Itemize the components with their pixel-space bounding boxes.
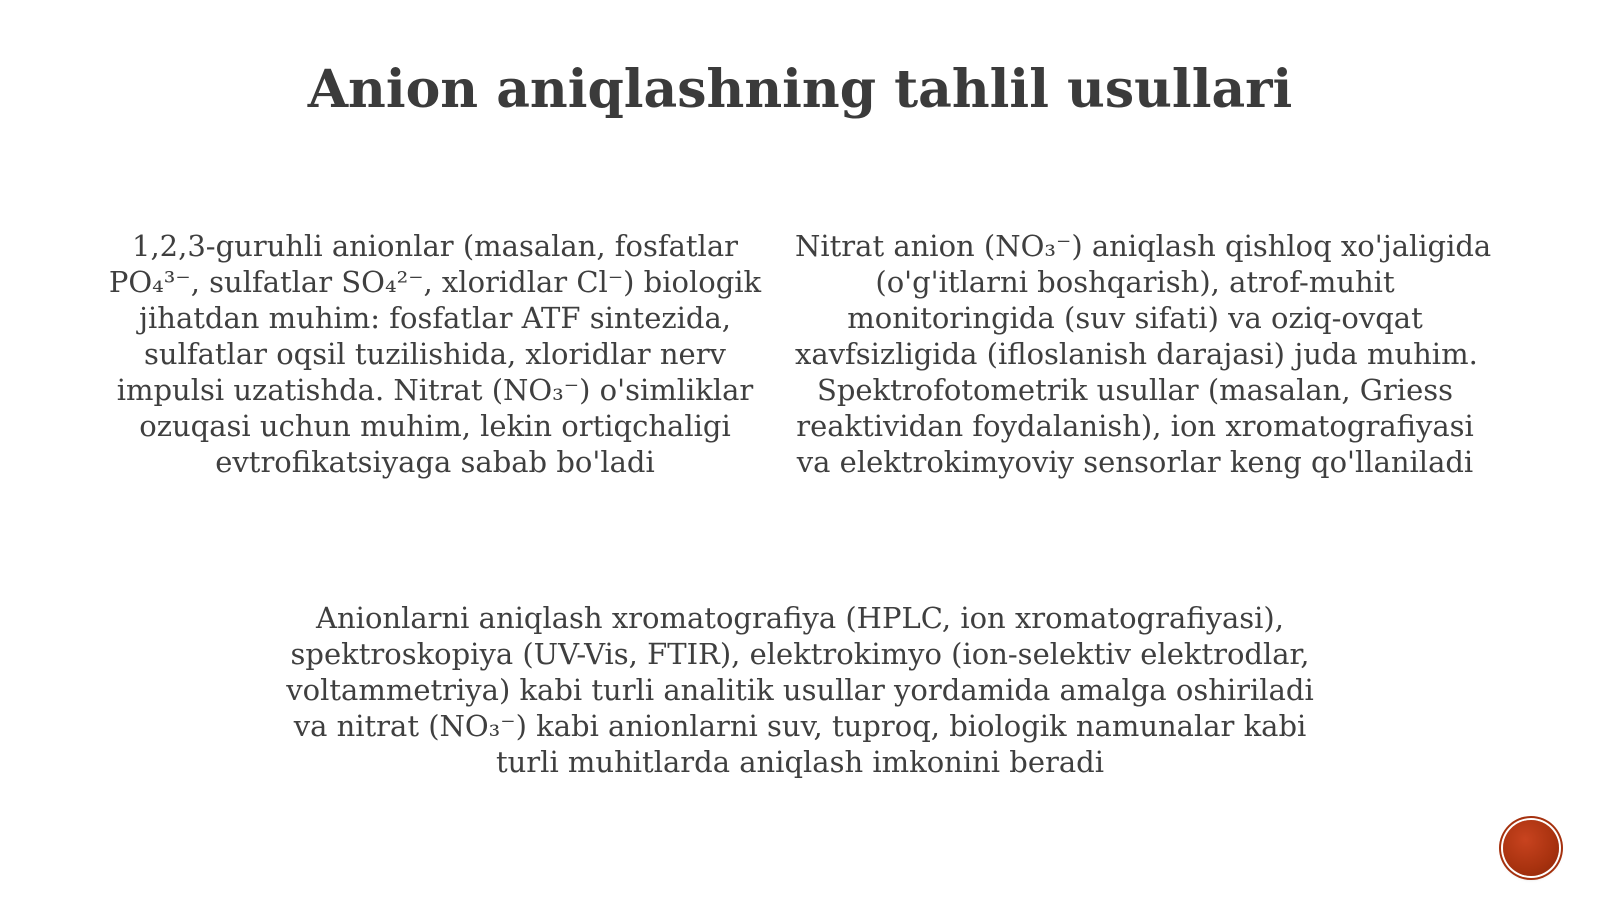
- right-paragraph-line: (o'g'itlarni boshqarish), atrof-muhit: [875, 265, 1395, 299]
- right-paragraph-line: Spektrofotometrik usullar (masalan, Griess: [816, 373, 1454, 407]
- left-paragraph-line: sulfatlar oqsil tuzilishida, xloridlar nerv: [144, 337, 726, 371]
- bottom-paragraph-line: va nitrat (NO₃⁻) kabi anionlarni suv, tuproq, biologik namunalar kabi: [293, 709, 1307, 743]
- left-paragraph: [95, 228, 775, 480]
- bottom-paragraph-line: turli muhitlarda aniqlash imkonini beradi: [495, 745, 1105, 779]
- bottom-paragraph: [250, 600, 1350, 780]
- right-paragraph: [795, 228, 1492, 480]
- left-paragraph-line: 1,2,3-guruhli anionlar (masalan, fosfatlar: [132, 229, 738, 263]
- right-paragraph-line: xavfsizligida (ifloslanish darajasi) juda muhim.: [795, 337, 1478, 371]
- slide-nav-circle-icon[interactable]: [1503, 820, 1559, 876]
- slide-title: Anion aniqlashning tahlil usullari: [307, 59, 1293, 120]
- right-paragraph-line: Nitrat anion (NO₃⁻) aniqlash qishloq xo'jaligida: [795, 229, 1492, 263]
- bottom-paragraph-line: Anionlarni aniqlash xromatografiya (HPLC, ion xromatografiyasi),: [316, 601, 1284, 635]
- bottom-paragraph-line: voltammetriya) kabi turli analitik usullar yordamida amalga oshiriladi: [286, 673, 1314, 707]
- right-paragraph-line: va elektrokimyoviy sensorlar keng qo'llaniladi: [796, 445, 1474, 479]
- left-paragraph-line: PO₄³⁻, sulfatlar SO₄²⁻, xloridlar Cl⁻) biologik: [108, 265, 762, 299]
- bottom-paragraph-line: spektroskopiya (UV-Vis, FTIR), elektrokimyo (ion-selektiv elektrodlar,: [290, 637, 1310, 671]
- left-paragraph-line: evtrofikatsiyaga sabab bo'ladi: [215, 445, 655, 479]
- left-paragraph-line: ozuqasi uchun muhim, lekin ortiqchaligi: [139, 409, 731, 443]
- right-paragraph-line: reaktividan foydalanish), ion xromatografiyasi: [796, 409, 1474, 443]
- right-paragraph-line: monitoringida (suv sifati) va oziq-ovqat: [847, 301, 1423, 335]
- left-paragraph-line: impulsi uzatishda. Nitrat (NO₃⁻) o'simliklar: [116, 373, 754, 407]
- left-paragraph-line: jihatdan muhim: fosfatlar ATF sintezida,: [139, 301, 731, 335]
